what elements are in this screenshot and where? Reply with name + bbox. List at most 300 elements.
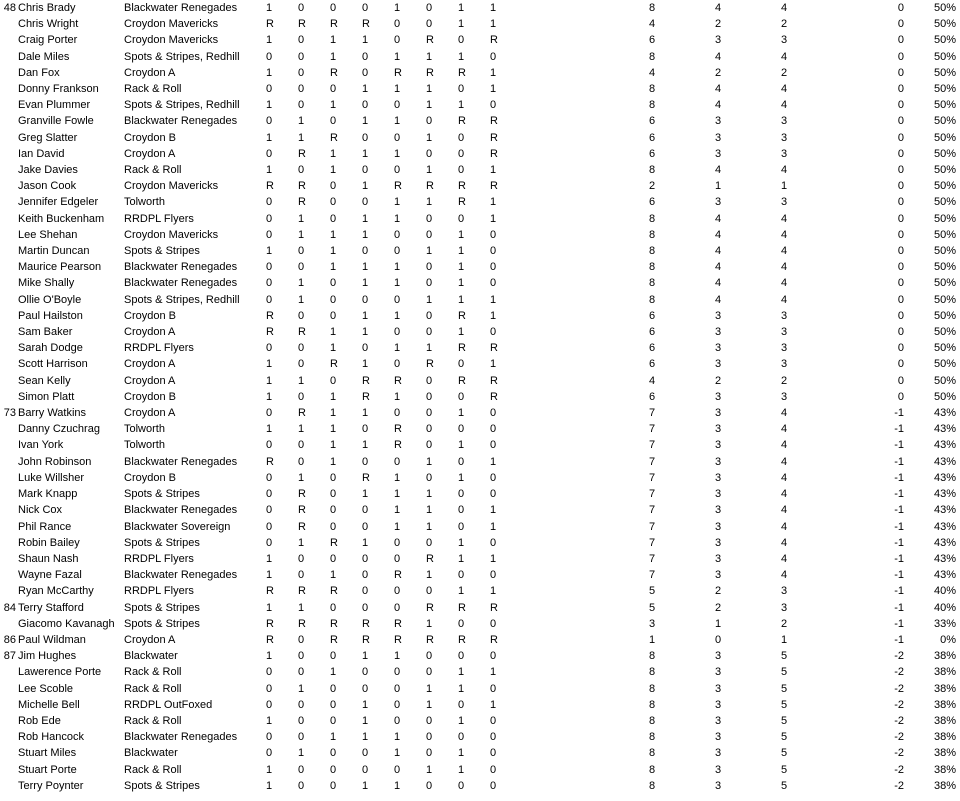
win-percentage: 50%	[933, 196, 956, 209]
spacer-cell	[522, 632, 649, 648]
game-result-5: R	[394, 180, 402, 193]
game-result-5: 0	[394, 293, 401, 306]
game-result-7: R	[458, 180, 466, 193]
rank-cell	[0, 486, 18, 502]
spacer-cell	[522, 0, 649, 16]
rank-cell	[0, 713, 18, 729]
game-result-6: 0	[426, 714, 433, 727]
team-name: Blackwater	[124, 650, 178, 663]
played-count: 7	[649, 536, 656, 549]
lost-count: 3	[781, 147, 788, 160]
player-name: Chris Wright	[18, 18, 79, 31]
player-name: Jennifer Edgeler	[18, 196, 99, 209]
played-count: 6	[649, 131, 656, 144]
game-result-2: R	[298, 617, 306, 630]
game-result-8: 1	[490, 455, 497, 468]
game-result-1: 1	[266, 245, 273, 258]
rank-cell	[0, 519, 18, 535]
game-result-6: 1	[426, 83, 433, 96]
game-result-6: 1	[426, 342, 433, 355]
game-result-5: 0	[394, 358, 401, 371]
game-result-2: 0	[298, 455, 305, 468]
table-row	[0, 308, 960, 324]
player-name: Martin Duncan	[18, 245, 90, 258]
team-name: Tolworth	[124, 423, 165, 436]
difference: 0	[897, 261, 904, 274]
rank-cell	[0, 664, 18, 680]
game-result-7: 0	[458, 504, 465, 517]
player-name: Donny Frankson	[18, 83, 99, 96]
table-row	[0, 583, 960, 599]
player-name: Dan Fox	[18, 66, 60, 79]
game-result-1: 0	[266, 520, 273, 533]
player-name: Jake Davies	[18, 164, 78, 177]
game-result-2: 0	[298, 439, 305, 452]
team-name: Tolworth	[124, 196, 165, 209]
rank-cell	[0, 16, 18, 32]
game-result-2: 1	[298, 115, 305, 128]
team-name: Croydon Mavericks	[124, 34, 219, 47]
won-count: 2	[715, 601, 722, 614]
game-result-5: 1	[394, 779, 401, 792]
game-result-5: 0	[394, 601, 401, 614]
game-result-5: R	[394, 66, 402, 79]
played-count: 1	[649, 633, 656, 646]
game-result-8: R	[490, 180, 498, 193]
game-result-2: 1	[298, 747, 305, 760]
game-result-4: R	[362, 390, 370, 403]
difference: -1	[894, 488, 904, 501]
team-name: Rack & Roll	[124, 164, 182, 177]
game-result-3: 0	[330, 650, 337, 663]
table-row	[0, 762, 960, 778]
difference: 0	[897, 326, 904, 339]
player-name: Mark Knapp	[18, 488, 78, 501]
spacer-cell	[522, 583, 649, 599]
rank-cell	[0, 567, 18, 583]
rank-cell	[0, 778, 18, 794]
table-row	[0, 454, 960, 470]
played-count: 4	[649, 374, 656, 387]
player-name: Dale Miles	[18, 50, 70, 63]
table-row	[0, 0, 960, 16]
win-percentage: 43%	[933, 407, 956, 420]
game-result-3: 1	[330, 423, 337, 436]
game-result-1: 1	[266, 423, 273, 436]
game-result-1: 0	[266, 747, 273, 760]
game-result-3: 0	[330, 488, 337, 501]
player-name: Granville Fowle	[18, 115, 94, 128]
win-percentage: 38%	[933, 682, 956, 695]
game-result-2: 1	[298, 423, 305, 436]
game-result-7: 0	[458, 698, 465, 711]
spacer-cell	[522, 373, 649, 389]
team-name: RRDPL OutFoxed	[124, 698, 213, 711]
played-count: 6	[649, 390, 656, 403]
game-result-6: 1	[426, 763, 433, 776]
spacer-cell	[522, 146, 649, 162]
spacer-cell	[522, 162, 649, 178]
table-row	[0, 616, 960, 632]
game-result-7: 0	[458, 455, 465, 468]
win-percentage: 50%	[933, 293, 956, 306]
table-row	[0, 81, 960, 97]
game-result-1: 1	[266, 2, 273, 14]
lost-count: 5	[781, 682, 788, 695]
game-result-8: R	[490, 601, 498, 614]
lost-count: 3	[781, 601, 788, 614]
spacer-cell	[522, 437, 649, 453]
table-row	[0, 49, 960, 65]
game-result-2: 1	[298, 228, 305, 241]
table-row	[0, 486, 960, 502]
game-result-7: 0	[458, 390, 465, 403]
lost-count: 4	[781, 488, 788, 501]
difference: 0	[897, 342, 904, 355]
played-count: 6	[649, 309, 656, 322]
won-count: 2	[715, 585, 722, 598]
played-count: 8	[649, 747, 656, 760]
difference: -2	[894, 698, 904, 711]
won-count: 3	[715, 779, 722, 792]
game-result-8: 1	[490, 309, 497, 322]
table-row	[0, 324, 960, 340]
game-result-6: 0	[426, 536, 433, 549]
game-result-3: 1	[330, 666, 337, 679]
played-count: 7	[649, 471, 656, 484]
game-result-6: 0	[426, 423, 433, 436]
team-name: Blackwater Renegades	[124, 569, 238, 582]
rank-cell	[0, 324, 18, 340]
game-result-7: 1	[458, 666, 465, 679]
player-name: Shaun Nash	[18, 552, 79, 565]
game-result-1: 0	[266, 666, 273, 679]
rank-cell	[0, 437, 18, 453]
game-result-8: 1	[490, 552, 497, 565]
game-result-2: 1	[298, 374, 305, 387]
table-row	[0, 778, 960, 794]
played-count: 7	[649, 504, 656, 517]
game-result-1: R	[266, 455, 274, 468]
player-name: Robin Bailey	[18, 536, 80, 549]
won-count: 3	[715, 358, 722, 371]
player-name: Ryan McCarthy	[18, 585, 94, 598]
spacer-cell	[522, 762, 649, 778]
difference: -1	[894, 504, 904, 517]
difference: 0	[897, 293, 904, 306]
game-result-2: 0	[298, 309, 305, 322]
spacer-cell	[522, 259, 649, 275]
win-percentage: 50%	[933, 228, 956, 241]
played-count: 2	[649, 180, 656, 193]
game-result-1: R	[266, 617, 274, 630]
played-count: 6	[649, 147, 656, 160]
player-name: Rob Hancock	[18, 731, 85, 744]
game-result-3: 0	[330, 552, 337, 565]
player-name: Luke Willsher	[18, 471, 85, 484]
played-count: 6	[649, 196, 656, 209]
player-name: Wayne Fazal	[18, 569, 82, 582]
game-result-8: R	[490, 633, 498, 646]
rank-cell	[0, 389, 18, 405]
won-count: 2	[715, 374, 722, 387]
spacer-cell	[522, 81, 649, 97]
game-result-8: 0	[490, 488, 497, 501]
table-row	[0, 470, 960, 486]
game-result-4: 1	[362, 488, 369, 501]
spacer-cell	[522, 600, 649, 616]
played-count: 8	[649, 763, 656, 776]
win-percentage: 50%	[933, 131, 956, 144]
table-row	[0, 292, 960, 308]
table-row	[0, 437, 960, 453]
won-count: 3	[715, 326, 722, 339]
table-row	[0, 502, 960, 518]
game-result-8: R	[490, 147, 498, 160]
played-count: 8	[649, 293, 656, 306]
win-percentage: 50%	[933, 261, 956, 274]
game-result-8: 0	[490, 50, 497, 63]
game-result-6: 0	[426, 277, 433, 290]
game-result-3: R	[330, 131, 338, 144]
difference: -1	[894, 569, 904, 582]
team-name: Croydon A	[124, 147, 176, 160]
game-result-6: 1	[426, 293, 433, 306]
won-count: 3	[715, 115, 722, 128]
lost-count: 4	[781, 50, 788, 63]
win-percentage: 50%	[933, 180, 956, 193]
game-result-7: 1	[458, 18, 465, 31]
played-count: 5	[649, 585, 656, 598]
played-count: 7	[649, 569, 656, 582]
player-name: Stuart Porte	[18, 763, 77, 776]
game-result-6: R	[426, 633, 434, 646]
difference: 0	[897, 115, 904, 128]
table-row	[0, 519, 960, 535]
spacer-cell	[522, 648, 649, 664]
game-result-1: 1	[266, 650, 273, 663]
game-result-6: 1	[426, 569, 433, 582]
lost-count: 4	[781, 455, 788, 468]
game-result-2: 1	[298, 536, 305, 549]
game-result-7: 0	[458, 617, 465, 630]
game-result-4: 1	[362, 228, 369, 241]
played-count: 8	[649, 666, 656, 679]
win-percentage: 50%	[933, 164, 956, 177]
game-result-4: 1	[362, 731, 369, 744]
win-percentage: 50%	[933, 374, 956, 387]
difference: 0	[897, 358, 904, 371]
win-percentage: 50%	[933, 212, 956, 225]
table-row	[0, 535, 960, 551]
lost-count: 3	[781, 585, 788, 598]
game-result-3: 0	[330, 601, 337, 614]
difference: 0	[897, 245, 904, 258]
team-name: Blackwater Renegades	[124, 277, 238, 290]
won-count: 3	[715, 423, 722, 436]
game-result-1: 0	[266, 147, 273, 160]
game-result-7: R	[458, 601, 466, 614]
game-result-1: 1	[266, 714, 273, 727]
won-count: 2	[715, 18, 722, 31]
game-result-4: 0	[362, 552, 369, 565]
team-name: Croydon A	[124, 407, 176, 420]
game-result-5: 0	[394, 18, 401, 31]
table-row	[0, 356, 960, 372]
rank-cell	[0, 340, 18, 356]
game-result-3: R	[330, 585, 338, 598]
game-result-6: 0	[426, 115, 433, 128]
game-result-8: 0	[490, 407, 497, 420]
win-percentage: 50%	[933, 18, 956, 31]
game-result-6: 0	[426, 779, 433, 792]
game-result-5: 0	[394, 99, 401, 112]
difference: 0	[897, 390, 904, 403]
won-count: 3	[715, 471, 722, 484]
game-result-4: 0	[362, 342, 369, 355]
game-result-2: R	[298, 147, 306, 160]
lost-count: 4	[781, 423, 788, 436]
team-name: Blackwater Renegades	[124, 115, 238, 128]
game-result-1: 1	[266, 569, 273, 582]
lost-count: 2	[781, 374, 788, 387]
game-result-5: 0	[394, 698, 401, 711]
table-row	[0, 664, 960, 680]
team-name: Tolworth	[124, 439, 165, 452]
game-result-1: 0	[266, 682, 273, 695]
player-name: Lee Shehan	[18, 228, 78, 241]
game-result-1: 0	[266, 439, 273, 452]
win-percentage: 33%	[933, 617, 956, 630]
lost-count: 5	[781, 747, 788, 760]
difference: 0	[897, 309, 904, 322]
game-result-1: 0	[266, 115, 273, 128]
lost-count: 1	[781, 180, 788, 193]
difference: -1	[894, 455, 904, 468]
game-result-4: 0	[362, 2, 369, 14]
lost-count: 4	[781, 277, 788, 290]
rank-cell	[0, 583, 18, 599]
game-result-1: 0	[266, 731, 273, 744]
player-name: John Robinson	[18, 455, 92, 468]
win-percentage: 38%	[933, 714, 956, 727]
spacer-cell	[522, 405, 649, 421]
game-result-3: 1	[330, 390, 337, 403]
game-result-5: R	[394, 423, 402, 436]
team-name: Spots & Stripes	[124, 245, 200, 258]
game-result-1: 1	[266, 552, 273, 565]
player-name: Paul Wildman	[18, 633, 86, 646]
win-percentage: 50%	[933, 115, 956, 128]
game-result-4: 0	[362, 245, 369, 258]
win-percentage: 38%	[933, 666, 956, 679]
game-result-5: 0	[394, 326, 401, 339]
game-result-3: 0	[330, 763, 337, 776]
game-result-1: 1	[266, 358, 273, 371]
lost-count: 4	[781, 536, 788, 549]
difference: 0	[897, 212, 904, 225]
game-result-1: R	[266, 180, 274, 193]
played-count: 8	[649, 2, 656, 14]
won-count: 3	[715, 763, 722, 776]
game-result-8: 0	[490, 423, 497, 436]
difference: 0	[897, 277, 904, 290]
game-result-4: 1	[362, 358, 369, 371]
win-percentage: 50%	[933, 358, 956, 371]
game-result-8: R	[490, 131, 498, 144]
table-row	[0, 745, 960, 761]
game-result-5: 0	[394, 536, 401, 549]
lost-count: 5	[781, 698, 788, 711]
win-percentage: 43%	[933, 504, 956, 517]
played-count: 8	[649, 245, 656, 258]
game-result-8: 1	[490, 293, 497, 306]
played-count: 6	[649, 326, 656, 339]
table-row	[0, 405, 960, 421]
game-result-6: 1	[426, 245, 433, 258]
game-result-7: 1	[458, 293, 465, 306]
game-result-2: 1	[298, 212, 305, 225]
played-count: 8	[649, 164, 656, 177]
game-result-7: R	[458, 115, 466, 128]
game-result-5: R	[394, 439, 402, 452]
game-result-4: 0	[362, 666, 369, 679]
player-name: Sarah Dodge	[18, 342, 83, 355]
game-result-5: 1	[394, 277, 401, 290]
team-name: Rack & Roll	[124, 666, 182, 679]
rank-cell	[0, 535, 18, 551]
team-name: Croydon Mavericks	[124, 18, 219, 31]
game-result-6: 0	[426, 747, 433, 760]
game-result-2: 0	[298, 633, 305, 646]
played-count: 6	[649, 34, 656, 47]
played-count: 7	[649, 552, 656, 565]
played-count: 4	[649, 18, 656, 31]
win-percentage: 50%	[933, 245, 956, 258]
game-result-2: 0	[298, 666, 305, 679]
game-result-3: 1	[330, 99, 337, 112]
rank-cell	[0, 275, 18, 291]
difference: -1	[894, 601, 904, 614]
game-result-8: R	[490, 390, 498, 403]
game-result-5: 0	[394, 407, 401, 420]
game-result-7: R	[458, 309, 466, 322]
game-result-6: 1	[426, 698, 433, 711]
game-result-2: 1	[298, 682, 305, 695]
table-row	[0, 567, 960, 583]
rank-cell: 87	[3, 650, 16, 663]
game-result-3: 1	[330, 228, 337, 241]
game-result-5: 1	[394, 520, 401, 533]
game-result-3: 0	[330, 779, 337, 792]
spacer-cell	[522, 486, 649, 502]
won-count: 3	[715, 747, 722, 760]
team-name: Spots & Stripes	[124, 617, 200, 630]
spacer-cell	[522, 16, 649, 32]
game-result-5: 0	[394, 552, 401, 565]
won-count: 3	[715, 196, 722, 209]
spacer-cell	[522, 519, 649, 535]
win-percentage: 40%	[933, 585, 956, 598]
difference: 0	[897, 50, 904, 63]
game-result-8: 1	[490, 18, 497, 31]
table-row	[0, 227, 960, 243]
player-name: Phil Rance	[18, 520, 72, 533]
table-row	[0, 340, 960, 356]
game-result-2: 0	[298, 245, 305, 258]
team-name: Blackwater	[124, 747, 178, 760]
player-name: Lee Scoble	[18, 682, 74, 695]
